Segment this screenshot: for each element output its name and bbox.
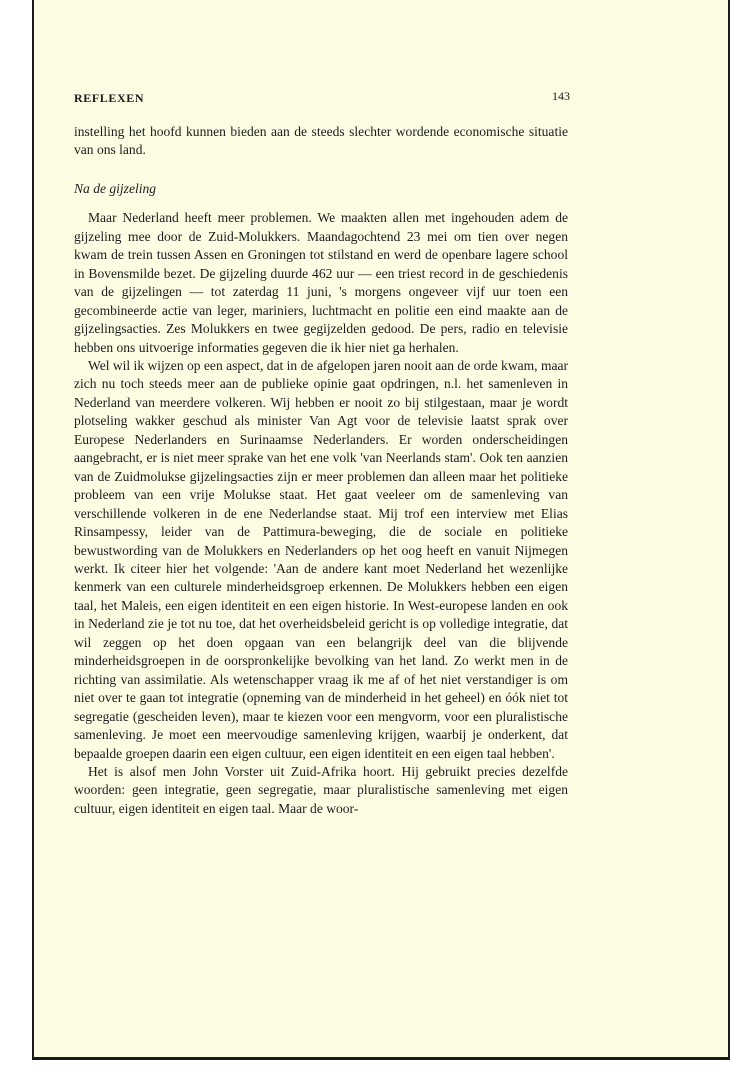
paragraph: Maar Nederland heeft meer problemen. We maakten allen met ingehouden adem de gijzeling mee door de Zuid-Molukkers. Maandagochtend 23 mei om tien over negen kwam de trein tussen Assen en Groningen tot stilstand en werd de openbare lagere school in Bovensmilde bezet. De gijzeling duurde 462 uur — een triest record in de geschiedenis van de gijzelingen — tot zaterdag 11 juni, 's morgens ongeveer vijf uur toen een gecombineerde actie van leger, mariniers, luchtmacht en politie een eind maakte aan de gijzelingsacties. Zes Molukkers en twee gegijzelden gedood. De pers, radio en televisie hebben ons uitvoerige informaties gegeven die ik hier niet ga herhalen. [74,210,568,355]
running-head: REFLEXEN [74,91,145,105]
paragraph: Wel wil ik wijzen op een aspect, dat in de afgelopen jaren nooit aan de orde kwam, maar zich nu toch steeds meer aan de publieke opinie gaat opdringen, n.l. het samenleven in Nederland van meerdere volkeren. Wij hebben er nooit zo bij stilgestaan, maar je wordt plotseling wakker geschud als minister Van Agt voor de televisie laatst sprak over Europese Nederlanders en Surinaamse Nederlanders. Er worden onderscheidingen aangebracht, er is niet meer sprake van het ene volk 'van Neerlands stam'. Ook ten aanzien van de Zuidmolukse gijzelingsacties zijn er meer problemen dan alleen maar het politieke probleem van een vrije Molukse staat. Het gaat veeleer om de samenleving van verschillende volkeren in de ene Nederlandse staat. Mij trof een interview met Elias Rinsampessy, leider van de Pattimura-beweging, die de sociale en politieke bewustwording van de Molukkers en Nederlanders op het oog heeft en vanuit Nijmegen werkt. Ik citeer hier het volgende: 'Aan de andere kant moet Nederland het wezenlijke kenmerk van een culturele minderheidsgroep erkennen. De Molukkers hebben een eigen taal, het Maleis, een eigen identiteit en een eigen historie. In West-europese landen en ook in Nederland zie je tot nu toe, dat het overheidsbeleid gericht is op volledige integratie, dat wil zeggen op het doen opgaan van een belangrijk deel van die blijvende minderheidsgroepen in de oorspronkelijke bevolking van het land. Zo werkt men in de richting van assimilatie. Als wetenschapper vraag ik me af of het niet verstandiger is om niet over te gaan tot integratie (opneming van de minderheid in het geheel) en óók niet tot segregatie (gescheiden leven), maar te kiezen voor een mengvorm, voor een pluralistische samenleving. Je moet een meervoudige samenleving krijgen, waarbij je onderkent, dat bepaalde groepen daarin een eigen cultuur, een eigen identiteit en een eigen taal hebben'. [74,357,569,761]
body-text [74,123,568,818]
section-heading: Na de gijzeling [74,180,157,196]
page-header [74,91,570,107]
paragraph-continued: instelling het hoofd kunnen bieden aan de steeds slechter wordende economische situatie van ons land. [74,124,568,158]
paragraph: Het is alsof men John Vorster uit Zuid-Afrika hoort. Hij gebruikt precies dezelfde woorden: geen integratie, geen segregatie, maar pluralistische samenleving met eigen cultuur, eigen identiteit en eigen taal. Maar de woor- [74,763,568,816]
page-number: 143 [552,89,570,103]
